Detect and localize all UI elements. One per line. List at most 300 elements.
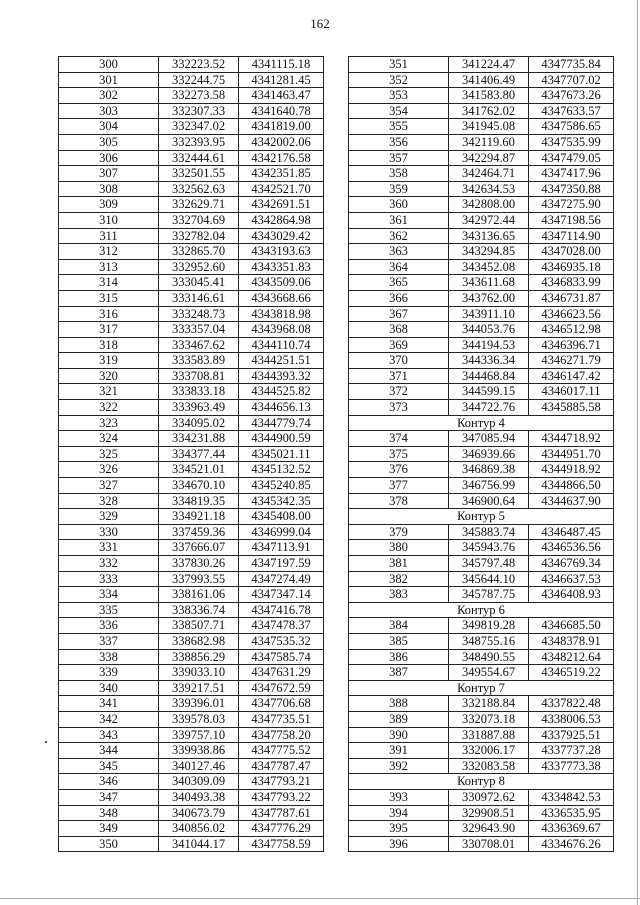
x-coordinate-cell: 343136.65 [449, 228, 529, 244]
y-coordinate-cell: 4343818.98 [239, 306, 324, 322]
table-row [59, 337, 324, 353]
y-coordinate-cell: 4338006.53 [529, 711, 614, 727]
table-row [59, 306, 324, 322]
table-row [59, 400, 324, 416]
table-row [349, 524, 614, 540]
point-number-cell: 359 [349, 181, 449, 197]
point-number-cell: 396 [349, 836, 449, 852]
table-row [59, 353, 324, 369]
point-number-cell: 310 [59, 212, 159, 228]
x-coordinate-cell: 345787.75 [449, 587, 529, 603]
table-row [59, 57, 324, 73]
table-row [59, 290, 324, 306]
x-coordinate-cell: 333357.04 [159, 322, 239, 338]
x-coordinate-cell: 331887.88 [449, 727, 529, 743]
y-coordinate-cell: 4347758.59 [239, 836, 324, 852]
y-coordinate-cell: 4347113.91 [239, 540, 324, 556]
y-coordinate-cell: 4347735.51 [239, 711, 324, 727]
table-row [59, 212, 324, 228]
table-row [349, 384, 614, 400]
point-number-cell: 355 [349, 119, 449, 135]
y-coordinate-cell: 4347417.96 [529, 166, 614, 182]
point-number-cell: 365 [349, 275, 449, 291]
y-coordinate-cell: 4347028.00 [529, 244, 614, 260]
y-coordinate-cell: 4347535.32 [239, 633, 324, 649]
point-number-cell: 366 [349, 290, 449, 306]
table-row [59, 649, 324, 665]
table-row [349, 758, 614, 774]
point-number-cell: 334 [59, 587, 159, 603]
x-coordinate-cell: 338856.29 [159, 649, 239, 665]
page-number: 162 [310, 16, 330, 31]
contour-heading: Контур 7 [349, 680, 614, 696]
x-coordinate-cell: 334377.44 [159, 446, 239, 462]
x-coordinate-cell: 332083.58 [449, 758, 529, 774]
table-row [59, 602, 324, 618]
x-coordinate-cell: 345644.10 [449, 571, 529, 587]
y-coordinate-cell: 4343193.63 [239, 244, 324, 260]
x-coordinate-cell: 338336.74 [159, 602, 239, 618]
table-row [59, 836, 324, 852]
table-row [59, 509, 324, 525]
coordinates-table-left [58, 56, 324, 852]
table-row [349, 727, 614, 743]
contour-heading-row [349, 774, 614, 790]
scan-speck [45, 741, 47, 743]
x-coordinate-cell: 332307.33 [159, 103, 239, 119]
y-coordinate-cell: 4346512.98 [529, 322, 614, 338]
point-number-cell: 349 [59, 821, 159, 837]
table-row [349, 431, 614, 447]
x-coordinate-cell: 349819.28 [449, 618, 529, 634]
table-row [59, 322, 324, 338]
y-coordinate-cell: 4347758.20 [239, 727, 324, 743]
table-row [349, 244, 614, 260]
point-number-cell: 390 [349, 727, 449, 743]
table-row [59, 711, 324, 727]
y-coordinate-cell: 4344525.82 [239, 384, 324, 400]
x-coordinate-cell: 332393.95 [159, 134, 239, 150]
x-coordinate-cell: 341762.02 [449, 103, 529, 119]
point-number-cell: 358 [349, 166, 449, 182]
point-number-cell: 317 [59, 322, 159, 338]
table-row [59, 758, 324, 774]
y-coordinate-cell: 4337925.51 [529, 727, 614, 743]
y-coordinate-cell: 4347478.37 [239, 618, 324, 634]
point-number-cell: 356 [349, 134, 449, 150]
point-number-cell: 321 [59, 384, 159, 400]
x-coordinate-cell: 346869.38 [449, 462, 529, 478]
y-coordinate-cell: 4337737.28 [529, 743, 614, 759]
table-row [349, 556, 614, 572]
point-number-cell: 372 [349, 384, 449, 400]
table-row [349, 618, 614, 634]
table-row [59, 181, 324, 197]
x-coordinate-cell: 348755.16 [449, 633, 529, 649]
x-coordinate-cell: 339757.10 [159, 727, 239, 743]
point-number-cell: 337 [59, 633, 159, 649]
table-row [59, 166, 324, 182]
y-coordinate-cell: 4343351.83 [239, 259, 324, 275]
table-row [349, 711, 614, 727]
table-row [349, 665, 614, 681]
y-coordinate-cell: 4347586.65 [529, 119, 614, 135]
x-coordinate-cell: 332244.75 [159, 72, 239, 88]
table-row [349, 696, 614, 712]
y-coordinate-cell: 4344393.32 [239, 368, 324, 384]
table-row [59, 556, 324, 572]
point-number-cell: 375 [349, 446, 449, 462]
x-coordinate-cell: 332782.04 [159, 228, 239, 244]
y-coordinate-cell: 4345885.58 [529, 400, 614, 416]
point-number-cell: 316 [59, 306, 159, 322]
x-coordinate-cell: 333467.62 [159, 337, 239, 353]
x-coordinate-cell: 338161.06 [159, 587, 239, 603]
y-coordinate-cell: 4346999.04 [239, 524, 324, 540]
point-number-cell: 379 [349, 524, 449, 540]
x-coordinate-cell: 338682.98 [159, 633, 239, 649]
x-coordinate-cell: 344722.76 [449, 400, 529, 416]
table-row [59, 665, 324, 681]
point-number-cell: 389 [349, 711, 449, 727]
table-row [349, 57, 614, 73]
point-number-cell: 374 [349, 431, 449, 447]
point-number-cell: 393 [349, 789, 449, 805]
x-coordinate-cell: 334095.02 [159, 415, 239, 431]
y-coordinate-cell: 4347633.57 [529, 103, 614, 119]
x-coordinate-cell: 334670.10 [159, 478, 239, 494]
x-coordinate-cell: 333248.73 [159, 306, 239, 322]
table-row [349, 462, 614, 478]
y-coordinate-cell: 4347735.84 [529, 57, 614, 73]
point-number-cell: 302 [59, 88, 159, 104]
x-coordinate-cell: 345797.48 [449, 556, 529, 572]
y-coordinate-cell: 4343029.42 [239, 228, 324, 244]
y-coordinate-cell: 4347347.14 [239, 587, 324, 603]
x-coordinate-cell: 337993.55 [159, 571, 239, 587]
table-row [349, 493, 614, 509]
x-coordinate-cell: 332188.84 [449, 696, 529, 712]
point-number-cell: 382 [349, 571, 449, 587]
y-coordinate-cell: 4336369.67 [529, 821, 614, 837]
table-row [59, 244, 324, 260]
x-coordinate-cell: 341044.17 [159, 836, 239, 852]
x-coordinate-cell: 339396.01 [159, 696, 239, 712]
point-number-cell: 377 [349, 478, 449, 494]
table-row [349, 72, 614, 88]
point-number-cell: 308 [59, 181, 159, 197]
point-number-cell: 319 [59, 353, 159, 369]
table-row [59, 150, 324, 166]
x-coordinate-cell: 341406.49 [449, 72, 529, 88]
x-coordinate-cell: 334819.35 [159, 493, 239, 509]
x-coordinate-cell: 343452.08 [449, 259, 529, 275]
point-number-cell: 335 [59, 602, 159, 618]
y-coordinate-cell: 4347631.29 [239, 665, 324, 681]
y-coordinate-cell: 4347198.56 [529, 212, 614, 228]
point-number-cell: 340 [59, 680, 159, 696]
x-coordinate-cell: 344468.84 [449, 368, 529, 384]
x-coordinate-cell: 344053.76 [449, 322, 529, 338]
table-row [349, 197, 614, 213]
x-coordinate-cell: 349554.67 [449, 665, 529, 681]
x-coordinate-cell: 344194.53 [449, 337, 529, 353]
y-coordinate-cell: 4344779.74 [239, 415, 324, 431]
point-number-cell: 395 [349, 821, 449, 837]
point-number-cell: 344 [59, 743, 159, 759]
y-coordinate-cell: 4334842.53 [529, 789, 614, 805]
table-row [59, 743, 324, 759]
y-coordinate-cell: 4346935.18 [529, 259, 614, 275]
y-coordinate-cell: 4346637.53 [529, 571, 614, 587]
x-coordinate-cell: 339578.03 [159, 711, 239, 727]
y-coordinate-cell: 4346147.42 [529, 368, 614, 384]
x-coordinate-cell: 344336.34 [449, 353, 529, 369]
contour-heading: Контур 8 [349, 774, 614, 790]
table-row [349, 103, 614, 119]
y-coordinate-cell: 4346833.99 [529, 275, 614, 291]
table-row [59, 259, 324, 275]
x-coordinate-cell: 330708.01 [449, 836, 529, 852]
table-row [349, 150, 614, 166]
point-number-cell: 371 [349, 368, 449, 384]
table-row [59, 633, 324, 649]
contour-heading-row [349, 602, 614, 618]
table-row [349, 306, 614, 322]
table-row [349, 649, 614, 665]
x-coordinate-cell: 348490.55 [449, 649, 529, 665]
point-number-cell: 331 [59, 540, 159, 556]
table-row [59, 88, 324, 104]
table-row [59, 431, 324, 447]
table-row [59, 789, 324, 805]
x-coordinate-cell: 346939.66 [449, 446, 529, 462]
point-number-cell: 306 [59, 150, 159, 166]
point-number-cell: 381 [349, 556, 449, 572]
point-number-cell: 309 [59, 197, 159, 213]
y-coordinate-cell: 4346408.93 [529, 587, 614, 603]
y-coordinate-cell: 4346769.34 [529, 556, 614, 572]
x-coordinate-cell: 340309.09 [159, 774, 239, 790]
point-number-cell: 351 [349, 57, 449, 73]
point-number-cell: 339 [59, 665, 159, 681]
y-coordinate-cell: 4347535.99 [529, 134, 614, 150]
y-coordinate-cell: 4342351.85 [239, 166, 324, 182]
x-coordinate-cell: 342634.53 [449, 181, 529, 197]
point-number-cell: 312 [59, 244, 159, 260]
table-row [59, 384, 324, 400]
y-coordinate-cell: 4348378.91 [529, 633, 614, 649]
x-coordinate-cell: 339033.10 [159, 665, 239, 681]
x-coordinate-cell: 342464.71 [449, 166, 529, 182]
point-number-cell: 383 [349, 587, 449, 603]
y-coordinate-cell: 4336535.95 [529, 805, 614, 821]
contour-heading-row [349, 509, 614, 525]
point-number-cell: 301 [59, 72, 159, 88]
table-row [349, 805, 614, 821]
point-number-cell: 318 [59, 337, 159, 353]
table-row [349, 275, 614, 291]
x-coordinate-cell: 342119.60 [449, 134, 529, 150]
x-coordinate-cell: 332562.63 [159, 181, 239, 197]
table-row [59, 415, 324, 431]
x-coordinate-cell: 343762.00 [449, 290, 529, 306]
point-number-cell: 387 [349, 665, 449, 681]
table-row [59, 540, 324, 556]
point-number-cell: 327 [59, 478, 159, 494]
point-number-cell: 315 [59, 290, 159, 306]
contour-heading: Контур 5 [349, 509, 614, 525]
y-coordinate-cell: 4347787.47 [239, 758, 324, 774]
point-number-cell: 363 [349, 244, 449, 260]
table-row [59, 805, 324, 821]
point-number-cell: 320 [59, 368, 159, 384]
y-coordinate-cell: 4343509.06 [239, 275, 324, 291]
point-number-cell: 353 [349, 88, 449, 104]
y-coordinate-cell: 4343968.08 [239, 322, 324, 338]
table-row [349, 743, 614, 759]
table-row [349, 478, 614, 494]
point-number-cell: 305 [59, 134, 159, 150]
point-number-cell: 346 [59, 774, 159, 790]
point-number-cell: 361 [349, 212, 449, 228]
point-number-cell: 341 [59, 696, 159, 712]
y-coordinate-cell: 4347673.26 [529, 88, 614, 104]
point-number-cell: 326 [59, 462, 159, 478]
table-row [349, 212, 614, 228]
x-coordinate-cell: 346756.99 [449, 478, 529, 494]
y-coordinate-cell: 4347672.59 [239, 680, 324, 696]
table-row [349, 400, 614, 416]
y-coordinate-cell: 4343668.66 [239, 290, 324, 306]
table-row [59, 275, 324, 291]
table-row [349, 228, 614, 244]
table-row [349, 446, 614, 462]
table-row [59, 571, 324, 587]
table-row [349, 166, 614, 182]
point-number-cell: 376 [349, 462, 449, 478]
y-coordinate-cell: 4334676.26 [529, 836, 614, 852]
point-number-cell: 357 [349, 150, 449, 166]
x-coordinate-cell: 342972.44 [449, 212, 529, 228]
point-number-cell: 360 [349, 197, 449, 213]
point-number-cell: 352 [349, 72, 449, 88]
y-coordinate-cell: 4342002.06 [239, 134, 324, 150]
point-number-cell: 332 [59, 556, 159, 572]
point-number-cell: 362 [349, 228, 449, 244]
point-number-cell: 367 [349, 306, 449, 322]
y-coordinate-cell: 4345021.11 [239, 446, 324, 462]
point-number-cell: 364 [349, 259, 449, 275]
page-edge-bottom [0, 898, 640, 899]
x-coordinate-cell: 332444.61 [159, 150, 239, 166]
point-number-cell: 380 [349, 540, 449, 556]
x-coordinate-cell: 332865.70 [159, 244, 239, 260]
table-row [349, 353, 614, 369]
y-coordinate-cell: 4347776.29 [239, 821, 324, 837]
y-coordinate-cell: 4344951.70 [529, 446, 614, 462]
table-row [59, 524, 324, 540]
point-number-cell: 311 [59, 228, 159, 244]
x-coordinate-cell: 333583.89 [159, 353, 239, 369]
coordinates-table-right [348, 56, 614, 852]
y-coordinate-cell: 4347793.21 [239, 774, 324, 790]
table-row [349, 322, 614, 338]
y-coordinate-cell: 4345342.35 [239, 493, 324, 509]
point-number-cell: 386 [349, 649, 449, 665]
y-coordinate-cell: 4341463.47 [239, 88, 324, 104]
table-row [349, 134, 614, 150]
point-number-cell: 345 [59, 758, 159, 774]
y-coordinate-cell: 4342864.98 [239, 212, 324, 228]
y-coordinate-cell: 4346519.22 [529, 665, 614, 681]
x-coordinate-cell: 330972.62 [449, 789, 529, 805]
table-row [349, 259, 614, 275]
y-coordinate-cell: 4347114.90 [529, 228, 614, 244]
y-coordinate-cell: 4337822.48 [529, 696, 614, 712]
point-number-cell: 333 [59, 571, 159, 587]
table-row [349, 119, 614, 135]
x-coordinate-cell: 340856.02 [159, 821, 239, 837]
table-row [59, 228, 324, 244]
x-coordinate-cell: 344599.15 [449, 384, 529, 400]
table-row [59, 727, 324, 743]
y-coordinate-cell: 4347274.49 [239, 571, 324, 587]
y-coordinate-cell: 4341819.00 [239, 119, 324, 135]
point-number-cell: 350 [59, 836, 159, 852]
table-row [59, 587, 324, 603]
table-row [59, 478, 324, 494]
x-coordinate-cell: 333045.41 [159, 275, 239, 291]
y-coordinate-cell: 4345240.85 [239, 478, 324, 494]
x-coordinate-cell: 340673.79 [159, 805, 239, 821]
y-coordinate-cell: 4337773.38 [529, 758, 614, 774]
point-number-cell: 314 [59, 275, 159, 291]
y-coordinate-cell: 4344251.51 [239, 353, 324, 369]
y-coordinate-cell: 4347416.78 [239, 602, 324, 618]
table-row [59, 618, 324, 634]
y-coordinate-cell: 4347350.88 [529, 181, 614, 197]
x-coordinate-cell: 333833.18 [159, 384, 239, 400]
x-coordinate-cell: 337459.36 [159, 524, 239, 540]
point-number-cell: 307 [59, 166, 159, 182]
table-row [349, 789, 614, 805]
y-coordinate-cell: 4347479.05 [529, 150, 614, 166]
y-coordinate-cell: 4345408.00 [239, 509, 324, 525]
x-coordinate-cell: 342294.87 [449, 150, 529, 166]
table-row [59, 680, 324, 696]
x-coordinate-cell: 343911.10 [449, 306, 529, 322]
point-number-cell: 338 [59, 649, 159, 665]
table-row [349, 633, 614, 649]
y-coordinate-cell: 4347787.61 [239, 805, 324, 821]
y-coordinate-cell: 4346271.79 [529, 353, 614, 369]
point-number-cell: 322 [59, 400, 159, 416]
x-coordinate-cell: 332501.55 [159, 166, 239, 182]
table-row [59, 774, 324, 790]
table-row [59, 446, 324, 462]
x-coordinate-cell: 341945.08 [449, 119, 529, 135]
x-coordinate-cell: 332347.02 [159, 119, 239, 135]
point-number-cell: 336 [59, 618, 159, 634]
x-coordinate-cell: 333146.61 [159, 290, 239, 306]
table-row [349, 836, 614, 852]
x-coordinate-cell: 332629.71 [159, 197, 239, 213]
point-number-cell: 329 [59, 509, 159, 525]
table-row [59, 197, 324, 213]
point-number-cell: 388 [349, 696, 449, 712]
table-row [59, 696, 324, 712]
